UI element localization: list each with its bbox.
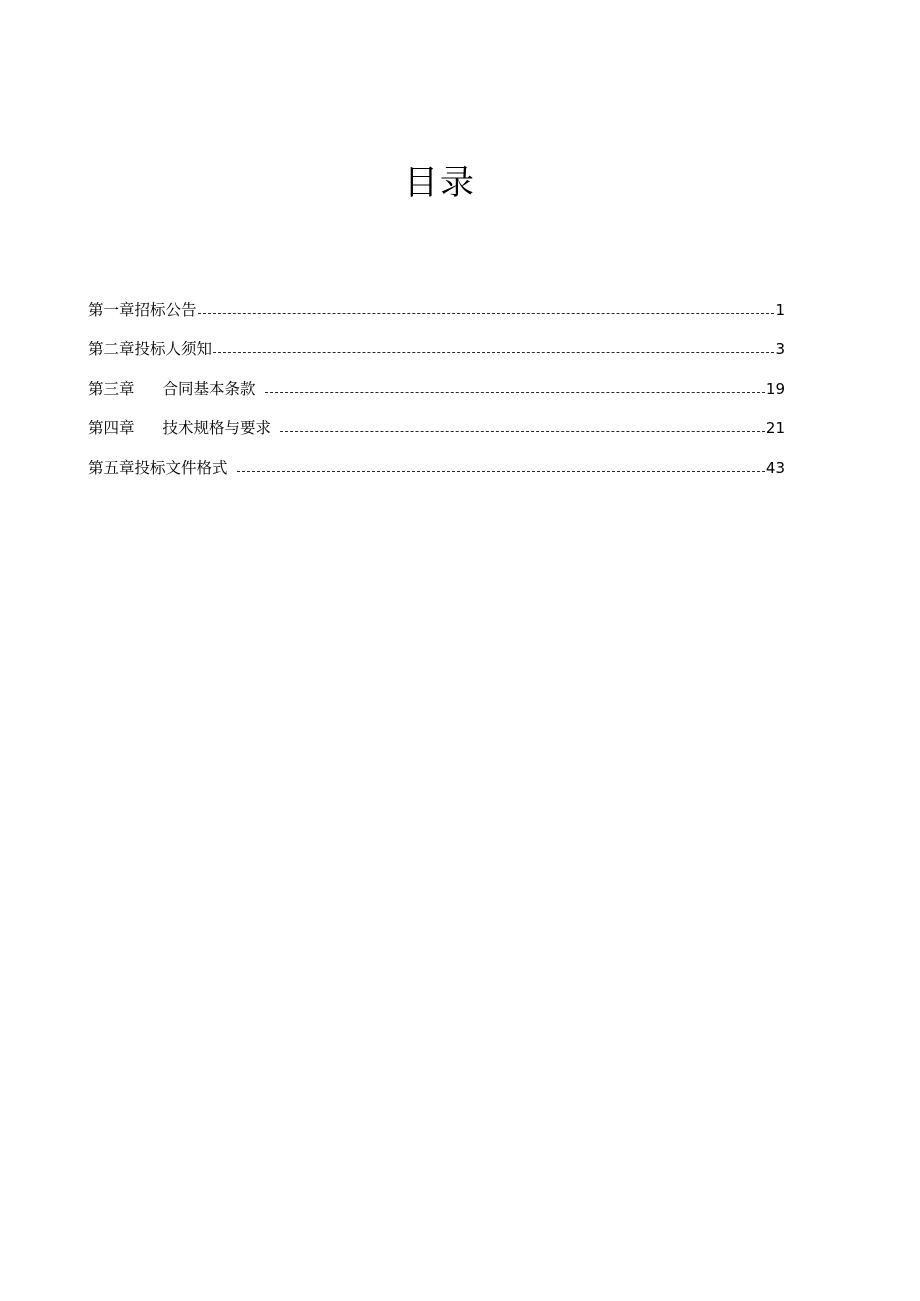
toc-entry-chapter-4[interactable] [88,399,785,439]
toc-dot-leader [280,431,765,432]
toc-entry-title: 第二章投标人须知 [88,340,213,358]
toc-dot-leader [237,471,765,472]
toc-page-number: 19 [765,379,785,398]
toc-entry-chapter-1[interactable] [88,280,785,320]
toc-page-number: 43 [765,458,785,477]
table-of-contents [88,280,785,478]
toc-page-number: 1 [775,300,785,319]
toc-entry-chapter-5[interactable] [88,438,785,478]
toc-dot-leader [198,313,775,314]
toc-entry-title: 第五章投标文件格式 [88,458,228,477]
toc-entry-chapter-3[interactable] [88,359,785,399]
toc-dot-leader [213,352,774,353]
toc-chapter-number: 第三章 [88,379,135,398]
toc-entry-title: 技术规格与要求 [162,419,272,437]
page-title: 目录 [404,163,476,203]
toc-page-number: 21 [765,419,785,437]
toc-entry-title: 第一章招标公告 [88,300,197,319]
toc-entry-chapter-2[interactable] [88,320,785,360]
toc-entry-title: 合同基本条款 [162,379,256,398]
toc-dot-leader [265,392,765,393]
toc-chapter-number: 第四章 [88,419,135,437]
toc-page-number: 3 [775,340,785,358]
